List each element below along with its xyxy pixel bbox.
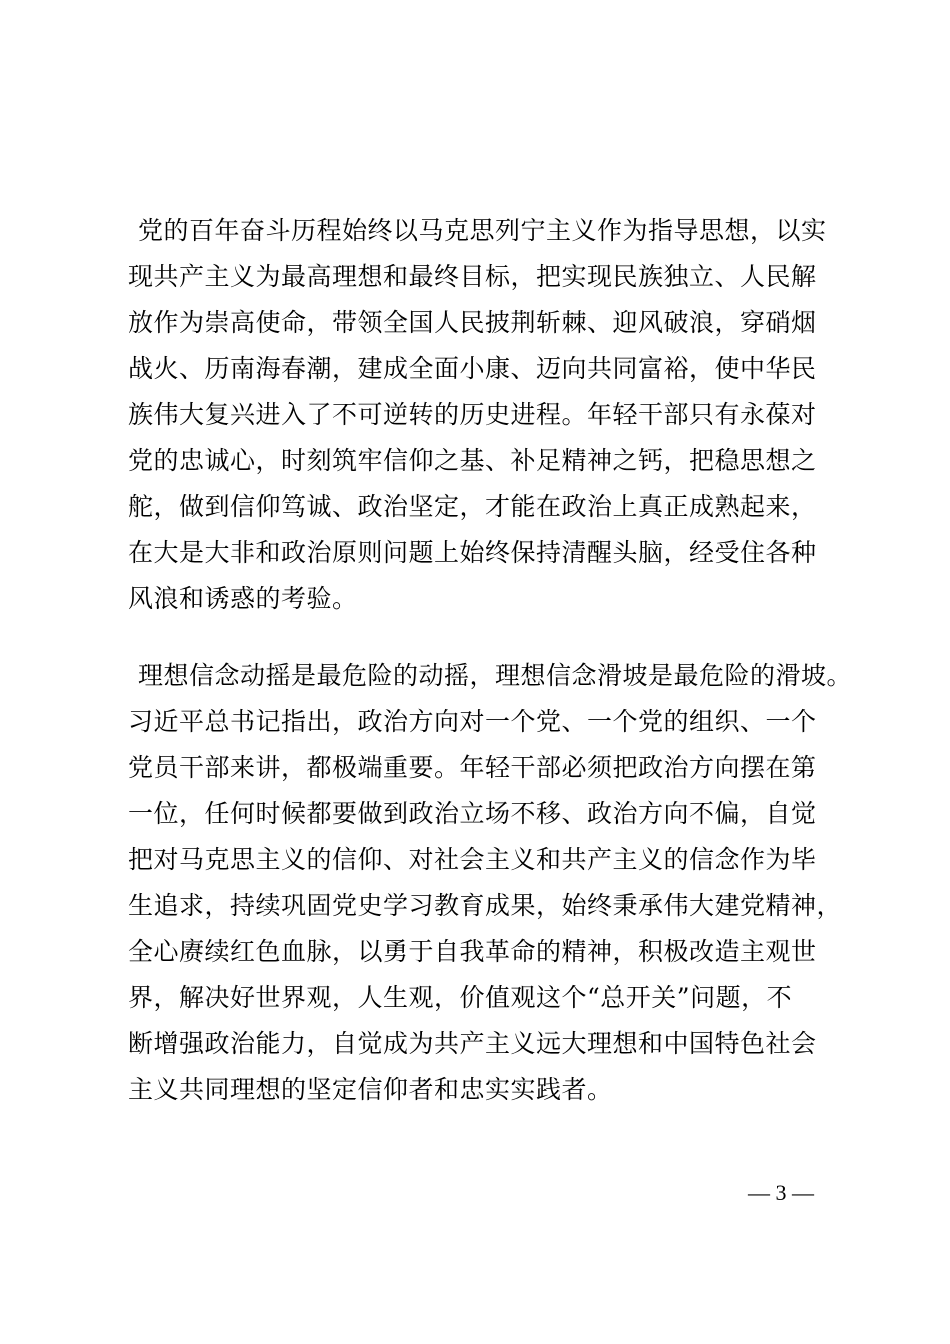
paragraph-line: 族伟大复兴进入了不可逆转的历史进程。年轻干部只有永葆对	[128, 400, 817, 429]
paragraph-line: 现共产主义为最高理想和最终目标，把实现民族独立、人民解	[128, 262, 817, 291]
paragraph-line: 界，解决好世界观，人生观，价值观这个“总开关”问题，不	[128, 983, 793, 1012]
paragraph-line: 一位，任何时候都要做到政治立场不移、政治方向不偏，自觉	[128, 799, 817, 828]
paragraph-line: 在大是大非和政治原则问题上始终保持清醒头脑，经受住各种	[128, 538, 817, 567]
paragraph-line: 主义共同理想的坚定信仰者和忠实实践者。	[128, 1075, 613, 1104]
paragraph-line: 全心赓续红色血脉，以勇于自我革命的精神，积极改造主观世	[128, 937, 817, 966]
paragraph-line: 习近平总书记指出，政治方向对一个党、一个党的组织、一个	[128, 707, 817, 736]
paragraph-2	[128, 653, 853, 1113]
paragraph-1	[128, 208, 848, 622]
paragraph-line: 生追求，持续巩固党史学习教育成果，始终秉承伟大建党精神，	[128, 891, 843, 920]
paragraph-line: 战火、历南海春潮，建成全面小康、迈向共同富裕，使中华民	[128, 354, 817, 383]
paragraph-line: 党的百年奋斗历程始终以马克思列宁主义作为指导思想，以实	[138, 216, 827, 245]
paragraph-line: 党员干部来讲，都极端重要。年轻干部必须把政治方向摆在第	[128, 753, 817, 782]
paragraph-line: 放作为崇高使命，带领全国人民披荆斩棘、迎风破浪，穿硝烟	[128, 308, 817, 337]
paragraph-line: 断增强政治能力，自觉成为共产主义远大理想和中国特色社会	[128, 1029, 817, 1058]
paragraph-line: 党的忠诚心，时刻筑牢信仰之基、补足精神之钙，把稳思想之	[128, 446, 817, 475]
paragraph-line: 风浪和诱惑的考验。	[128, 584, 358, 613]
paragraph-line: 舵，做到信仰笃诚、政治坚定，才能在政治上真正成熟起来，	[128, 492, 817, 521]
paragraph-line: 把对马克思主义的信仰、对社会主义和共产主义的信念作为毕	[128, 845, 817, 874]
page-number: — 3 —	[748, 1180, 814, 1205]
paragraph-line: 理想信念动摇是最危险的动摇，理想信念滑坡是最危险的滑坡。	[138, 661, 853, 690]
